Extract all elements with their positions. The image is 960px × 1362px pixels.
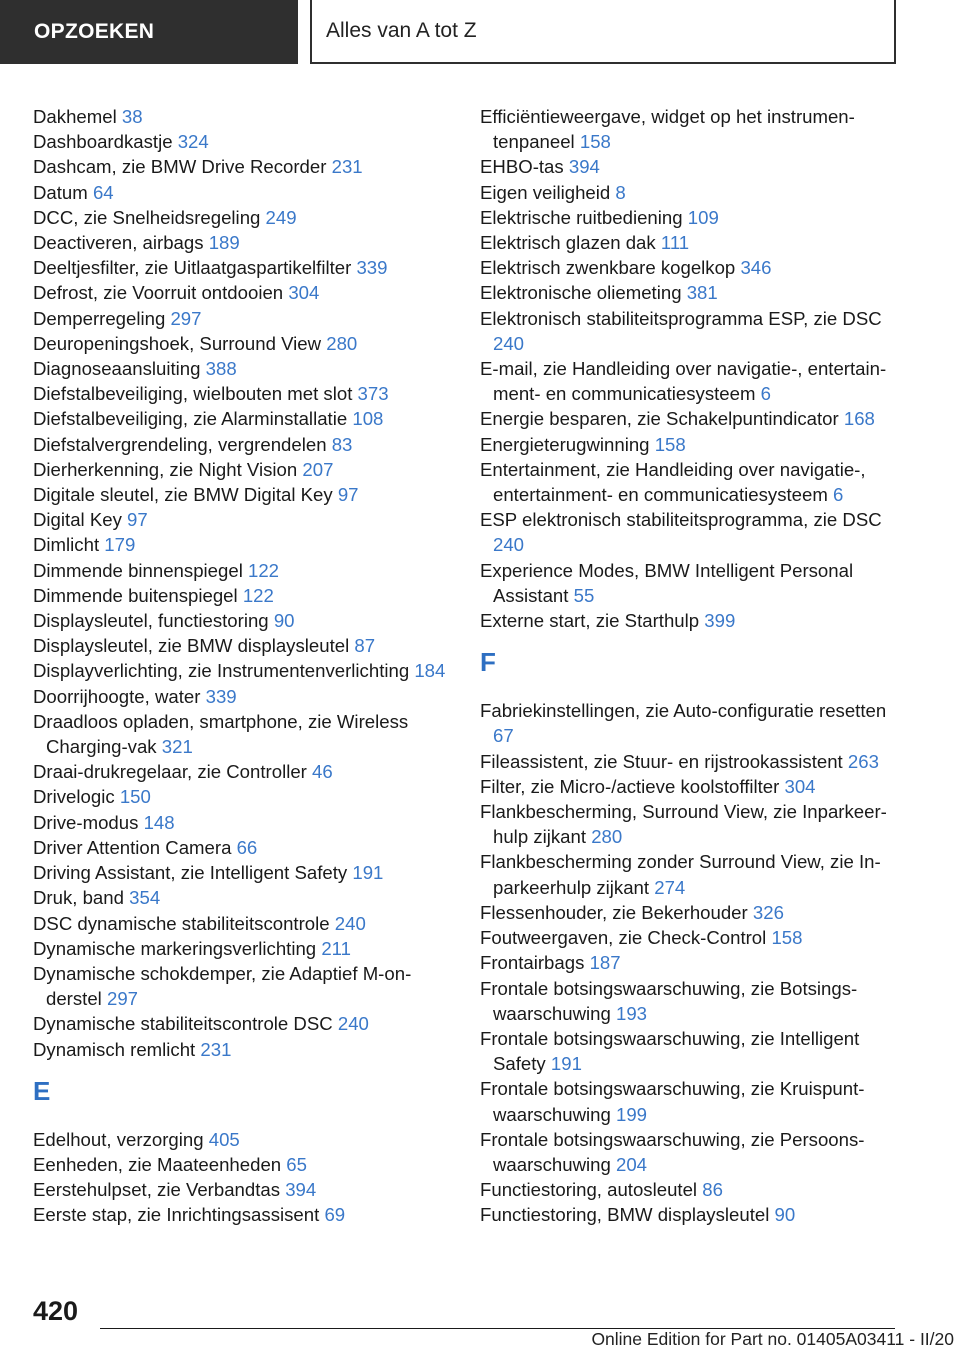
page-reference-link[interactable]: 405 [208,1128,240,1150]
index-entry-text: Diagnoseaansluiting [33,358,201,380]
page-reference-link[interactable]: 274 [654,876,686,898]
index-entry-text: Edelhout, verzorging [33,1128,204,1150]
index-entry [480,104,900,154]
page-reference-link[interactable]: 346 [740,257,772,279]
page-reference-link[interactable]: 280 [591,826,623,848]
page-reference-link[interactable]: 399 [704,610,736,632]
index-entry [480,900,900,925]
index-entry [480,154,900,179]
index-entry [33,230,453,255]
page-reference-link[interactable]: 55 [573,584,595,606]
index-entry [33,432,453,457]
index-entry [33,885,453,910]
page-reference-link[interactable]: 207 [302,458,334,480]
index-entry-text: Displaysleutel, zie BMW displaysleutel [33,635,350,657]
index-list-e [33,1127,453,1228]
index-entry-text: Elektrisch glazen dak [480,232,656,254]
letter-heading-f: F [480,647,496,678]
index-column-left [33,104,453,1228]
page-reference-link[interactable]: 8 [615,181,626,203]
page-reference-link[interactable]: 304 [784,775,816,797]
index-entry [480,457,900,507]
index-entry [33,280,453,305]
index-entry [480,1127,900,1177]
index-entry-text: Draai-drukregelaar, zie Controller [33,761,307,783]
index-entry [33,583,453,608]
index-entry-text: Filter, zie Micro-/actieve koolstoffilter [480,775,780,797]
index-entry [33,1202,453,1227]
index-entry-text: Eenheden, zie Maateenheden [33,1153,282,1175]
index-entry [33,507,453,532]
index-entry-text: Eerste stap, zie Inrichtingsassisent [33,1204,320,1226]
page-reference-link[interactable]: 67 [493,725,514,747]
page-reference-link[interactable]: 179 [104,534,136,556]
index-entry [33,709,453,759]
page-reference-link[interactable]: 240 [337,1013,369,1035]
index-entry-text: Elektronische oliemeting [480,282,682,304]
page-reference-link[interactable]: 193 [616,1002,648,1024]
page-reference-link[interactable]: 38 [121,106,143,127]
index-list-d [33,104,453,1062]
index-entry-text: DSC dynamische stabiliteitscontrole [33,912,330,934]
page-reference-link[interactable]: 150 [119,786,151,808]
index-entry-text: Dakhemel [33,106,117,127]
index-entry [33,532,453,557]
index-entry [33,860,453,885]
page-reference-link[interactable]: 122 [242,584,274,606]
index-entry [480,774,900,799]
index-entry-text: Dierherkenning, zie Night Vision [33,458,298,480]
index-entry-text: ESP elektronisch stabiliteitsprogramma, zie DSC [480,509,882,531]
page-reference-link[interactable]: 394 [568,156,600,178]
index-entry-text: Elektrisch zwenkbare kogelkop [480,257,736,279]
page-reference-link[interactable]: 189 [208,232,240,254]
page-reference-link[interactable]: 64 [92,181,114,203]
index-entry [480,698,900,748]
index-entry-text: Drive-modus [33,811,139,833]
page-reference-link[interactable]: 297 [106,988,139,1010]
letter-heading-e: E [33,1075,51,1106]
index-entry [33,381,453,406]
index-entry-text: Deuropeningshoek, Surround View [33,332,322,354]
index-entry [33,306,453,331]
index-entry-text: Dynamisch remlicht [33,1038,196,1060]
index-entry-text: Dynamische stabiliteitscontrole DSC [33,1013,333,1035]
index-entry-text: Deeltjesfilter, zie Uitlaatgaspartikelfilter [33,257,352,279]
index-entry-text: Driver Attention Camera [33,836,232,858]
page-reference-link[interactable]: 373 [357,383,389,405]
index-entry [33,331,453,356]
index-entry [33,835,453,860]
index-entry [480,432,900,457]
index-entry [480,230,900,255]
index-entry [480,976,900,1026]
index-entry [480,306,900,356]
chapter-title: Alles van A tot Z [326,19,477,42]
index-entry [480,406,900,431]
index-entry-text: Functiestoring, BMW displaysleutel [480,1204,770,1226]
page-reference-link[interactable]: 211 [321,937,351,959]
page-reference-link[interactable]: 263 [847,750,879,772]
index-entry [480,799,900,849]
index-entry [480,1076,900,1126]
index-entry-text: Demperregeling [33,307,166,329]
index-entry [33,180,453,205]
index-entry [480,950,900,975]
index-entry-text: Flankbescherming zonder Surround View, zie Inparkeerhulp zijkant [480,851,881,898]
index-entry-text: Elektrische ruitbediening [480,206,683,228]
index-entry [33,406,453,431]
index-entry [480,1177,900,1202]
index-entry [480,1202,900,1227]
index-entry-text: Displaysleutel, functiestoring [33,610,269,632]
index-entry [33,205,453,230]
index-entry-text: Fileassistent, zie Stuur- en rijstrookassistent [480,750,843,772]
index-entry-text: Diefstalvergrendeling, vergrendelen [33,433,327,455]
index-entry [33,759,453,784]
page-reference-link[interactable]: 158 [771,927,803,949]
index-entry-text: Frontale botsingswaarschuwing, zie Persoonswaarschuwing [480,1128,865,1175]
index-entry-text: Doorrijhoogte, water [33,685,201,707]
page-reference-link[interactable]: 97 [127,509,148,531]
index-entry [33,1152,453,1177]
page-reference-link[interactable]: 388 [205,358,237,380]
index-entry [480,925,900,950]
index-entry [480,205,900,230]
index-entry [480,255,900,280]
page-reference-link[interactable]: 187 [589,952,621,974]
page-reference-link[interactable]: 6 [760,383,771,405]
page-reference-link[interactable]: 324 [177,131,209,153]
page-reference-link[interactable]: 191 [550,1053,582,1075]
page-reference-link[interactable]: 231 [331,156,363,178]
index-entry-text: Dimmende binnenspiegel [33,559,243,581]
section-tab [0,0,298,64]
index-entry [33,784,453,809]
section-tab-label: OPZOEKEN [34,20,155,43]
index-entry [480,180,900,205]
page-reference-link[interactable]: 122 [248,559,280,581]
page-reference-link[interactable]: 109 [687,206,719,228]
index-list-f [480,698,900,1227]
index-entry [33,1037,453,1062]
page-reference-link[interactable]: 111 [660,232,690,254]
index-entry-text: Dashcam, zie BMW Drive Recorder [33,156,327,178]
page-reference-link[interactable]: 339 [356,257,388,279]
page-reference-link[interactable]: 297 [170,307,202,329]
index-column-right [480,104,900,1228]
index-entry [33,1177,453,1202]
page-reference-link[interactable]: 148 [143,811,175,833]
index-entry [33,356,453,381]
page-reference-link[interactable]: 240 [334,912,366,934]
page-reference-link[interactable]: 108 [352,408,384,430]
page-reference-link[interactable]: 184 [414,660,446,682]
page-reference-link[interactable]: 46 [312,761,333,783]
page-reference-link[interactable]: 66 [236,836,258,858]
index-entry [33,608,453,633]
index-entry-text: Digital Key [33,509,122,531]
index-entry [33,961,453,1011]
index-entry-text: Druk, band [33,887,124,909]
index-entry [33,658,453,683]
edition-note: Online Edition for Part no. 01405A03411 - II/20 [591,1329,954,1349]
index-entry-text: Frontale botsingswaarschuwing, zie Botsingswaarschuwing [480,977,858,1024]
index-entry [33,457,453,482]
index-entry-text: Dashboardkastje [33,131,173,153]
page-reference-link[interactable]: 191 [352,862,384,884]
index-entry-text: Functiestoring, autosleutel [480,1179,698,1201]
page-reference-link[interactable]: 231 [200,1038,232,1060]
index-entry [480,558,900,608]
index-entry-text: Energie besparen, zie Schakelpuntindicator [480,408,839,430]
page-reference-link[interactable]: 65 [286,1153,307,1175]
index-entry [33,633,453,658]
index-entry-text: Flessenhouder, zie Bekerhouder [480,901,748,923]
index-entry [33,911,453,936]
page-reference-link[interactable]: 280 [326,332,358,354]
index-entry [480,849,900,899]
page-reference-link[interactable]: 321 [161,736,193,758]
page-reference-link[interactable]: 86 [702,1179,723,1201]
index-entry [33,684,453,709]
index-entry-text: Defrost, zie Voorruit ontdooien [33,282,284,304]
index-entry [33,482,453,507]
page-reference-link[interactable]: 90 [774,1204,796,1226]
index-list-e-continued [480,104,900,633]
index-entry-text: Displayverlichting, zie Instrumentenverlichting [33,660,410,682]
page-reference-link[interactable]: 304 [288,282,320,304]
index-entry-text: Fabriekinstellingen, zie Auto-configuratie resetten [480,700,887,722]
index-entry-text: Draadloos opladen, smartphone, zie Wireless Charging-vak [33,710,409,758]
index-entry [33,255,453,280]
index-entry [480,749,900,774]
page-reference-link[interactable]: 240 [493,332,525,354]
page-reference-link[interactable]: 69 [324,1204,346,1226]
page-reference-link[interactable]: 158 [579,131,611,153]
index-entry [480,608,900,633]
index-entry [33,1127,453,1152]
index-entry [480,280,900,305]
index-entry-text: Elektronisch stabiliteitsprogramma ESP, zie DSC [480,307,882,329]
index-entry-text: Dynamische markeringsverlichting [33,937,317,959]
index-entry-text: Diefstalbeveiliging, zie Alarminstallatie [33,408,348,430]
index-entry [33,936,453,961]
index-entry [33,154,453,179]
page-reference-link[interactable]: 6 [833,484,844,506]
index-entry [33,1011,453,1036]
index-entry-text: Digitale sleutel, zie BMW Digital Key [33,484,333,506]
index-entry-text: Datum [33,181,88,203]
page-reference-link[interactable]: 83 [331,433,353,455]
page-reference-link[interactable]: 168 [843,408,875,430]
chapter-title-box [310,0,896,64]
index-entry-text: Dimlicht [33,534,100,556]
index-entry-text: Frontale botsingswaarschuwing, zie Intelligent Safety [480,1027,860,1075]
index-entry [33,129,453,154]
index-entry-text: EHBO-tas [480,156,564,178]
index-entry [480,507,900,557]
index-entry [480,356,900,406]
index-entry-text: Frontairbags [480,952,585,974]
page-reference-link[interactable]: 249 [265,206,297,228]
index-entry-text: Eerstehulpset, zie Verbandtas [33,1179,281,1201]
index-entry-text: Dynamische schokdemper, zie Adaptief M-onderstel [33,962,412,1010]
page-reference-link[interactable]: 204 [616,1153,648,1175]
page-reference-link[interactable]: 90 [273,610,295,632]
index-entry-text: Driving Assistant, zie Intelligent Safety [33,862,348,884]
index-entry-text: Externe start, zie Starthulp [480,610,700,632]
page-number: 420 [33,1296,79,1326]
page-reference-link[interactable]: 339 [205,685,237,707]
index-entry-text: Experience Modes, BMW Intelligent Personal Assistant [480,559,854,606]
index-entry-text: Energieterugwinning [480,433,650,455]
index-entry-text: Flankbescherming, Surround View, zie Inparkeerhulp zijkant [480,801,887,848]
index-entry [480,1026,900,1076]
page-reference-link[interactable]: 158 [654,433,686,455]
index-entry-text: DCC, zie Snelheidsregeling [33,206,261,228]
page-reference-link[interactable]: 87 [354,635,376,657]
index-entry-text: Diefstalbeveiliging, wielbouten met slot [33,383,353,405]
index-entry-text: Deactiveren, airbags [33,232,204,254]
index-entry-text: Drivelogic [33,786,115,808]
page-reference-link[interactable]: 240 [493,534,525,556]
index-entry [33,104,453,129]
page-reference-link[interactable]: 326 [752,901,784,923]
page-reference-link[interactable]: 394 [285,1179,317,1201]
index-entry-text: Frontale botsingswaarschuwing, zie Kruispuntwaarschuwing [480,1078,865,1125]
page-reference-link[interactable]: 354 [129,887,161,909]
index-entry-text: Entertainment, zie Handleiding over navigatie-, entertainment- en communicatiesysteem [480,458,866,506]
page-reference-link[interactable]: 199 [616,1103,648,1125]
index-entry [33,558,453,583]
index-entry [33,810,453,835]
index-entry-text: Efficiëntieweergave, widget op het instrumentenpaneel [480,106,855,153]
index-entry-text: Dimmende buitenspiegel [33,584,238,606]
index-entry-text: E-mail, zie Handleiding over navigatie-, entertainment- en communicatiesysteem [480,358,887,405]
index-entry-text: Foutweergaven, zie Check-Control [480,927,767,949]
page-reference-link[interactable]: 381 [686,282,718,304]
page-reference-link[interactable]: 97 [337,484,359,506]
index-entry-text: Eigen veiligheid [480,181,611,203]
